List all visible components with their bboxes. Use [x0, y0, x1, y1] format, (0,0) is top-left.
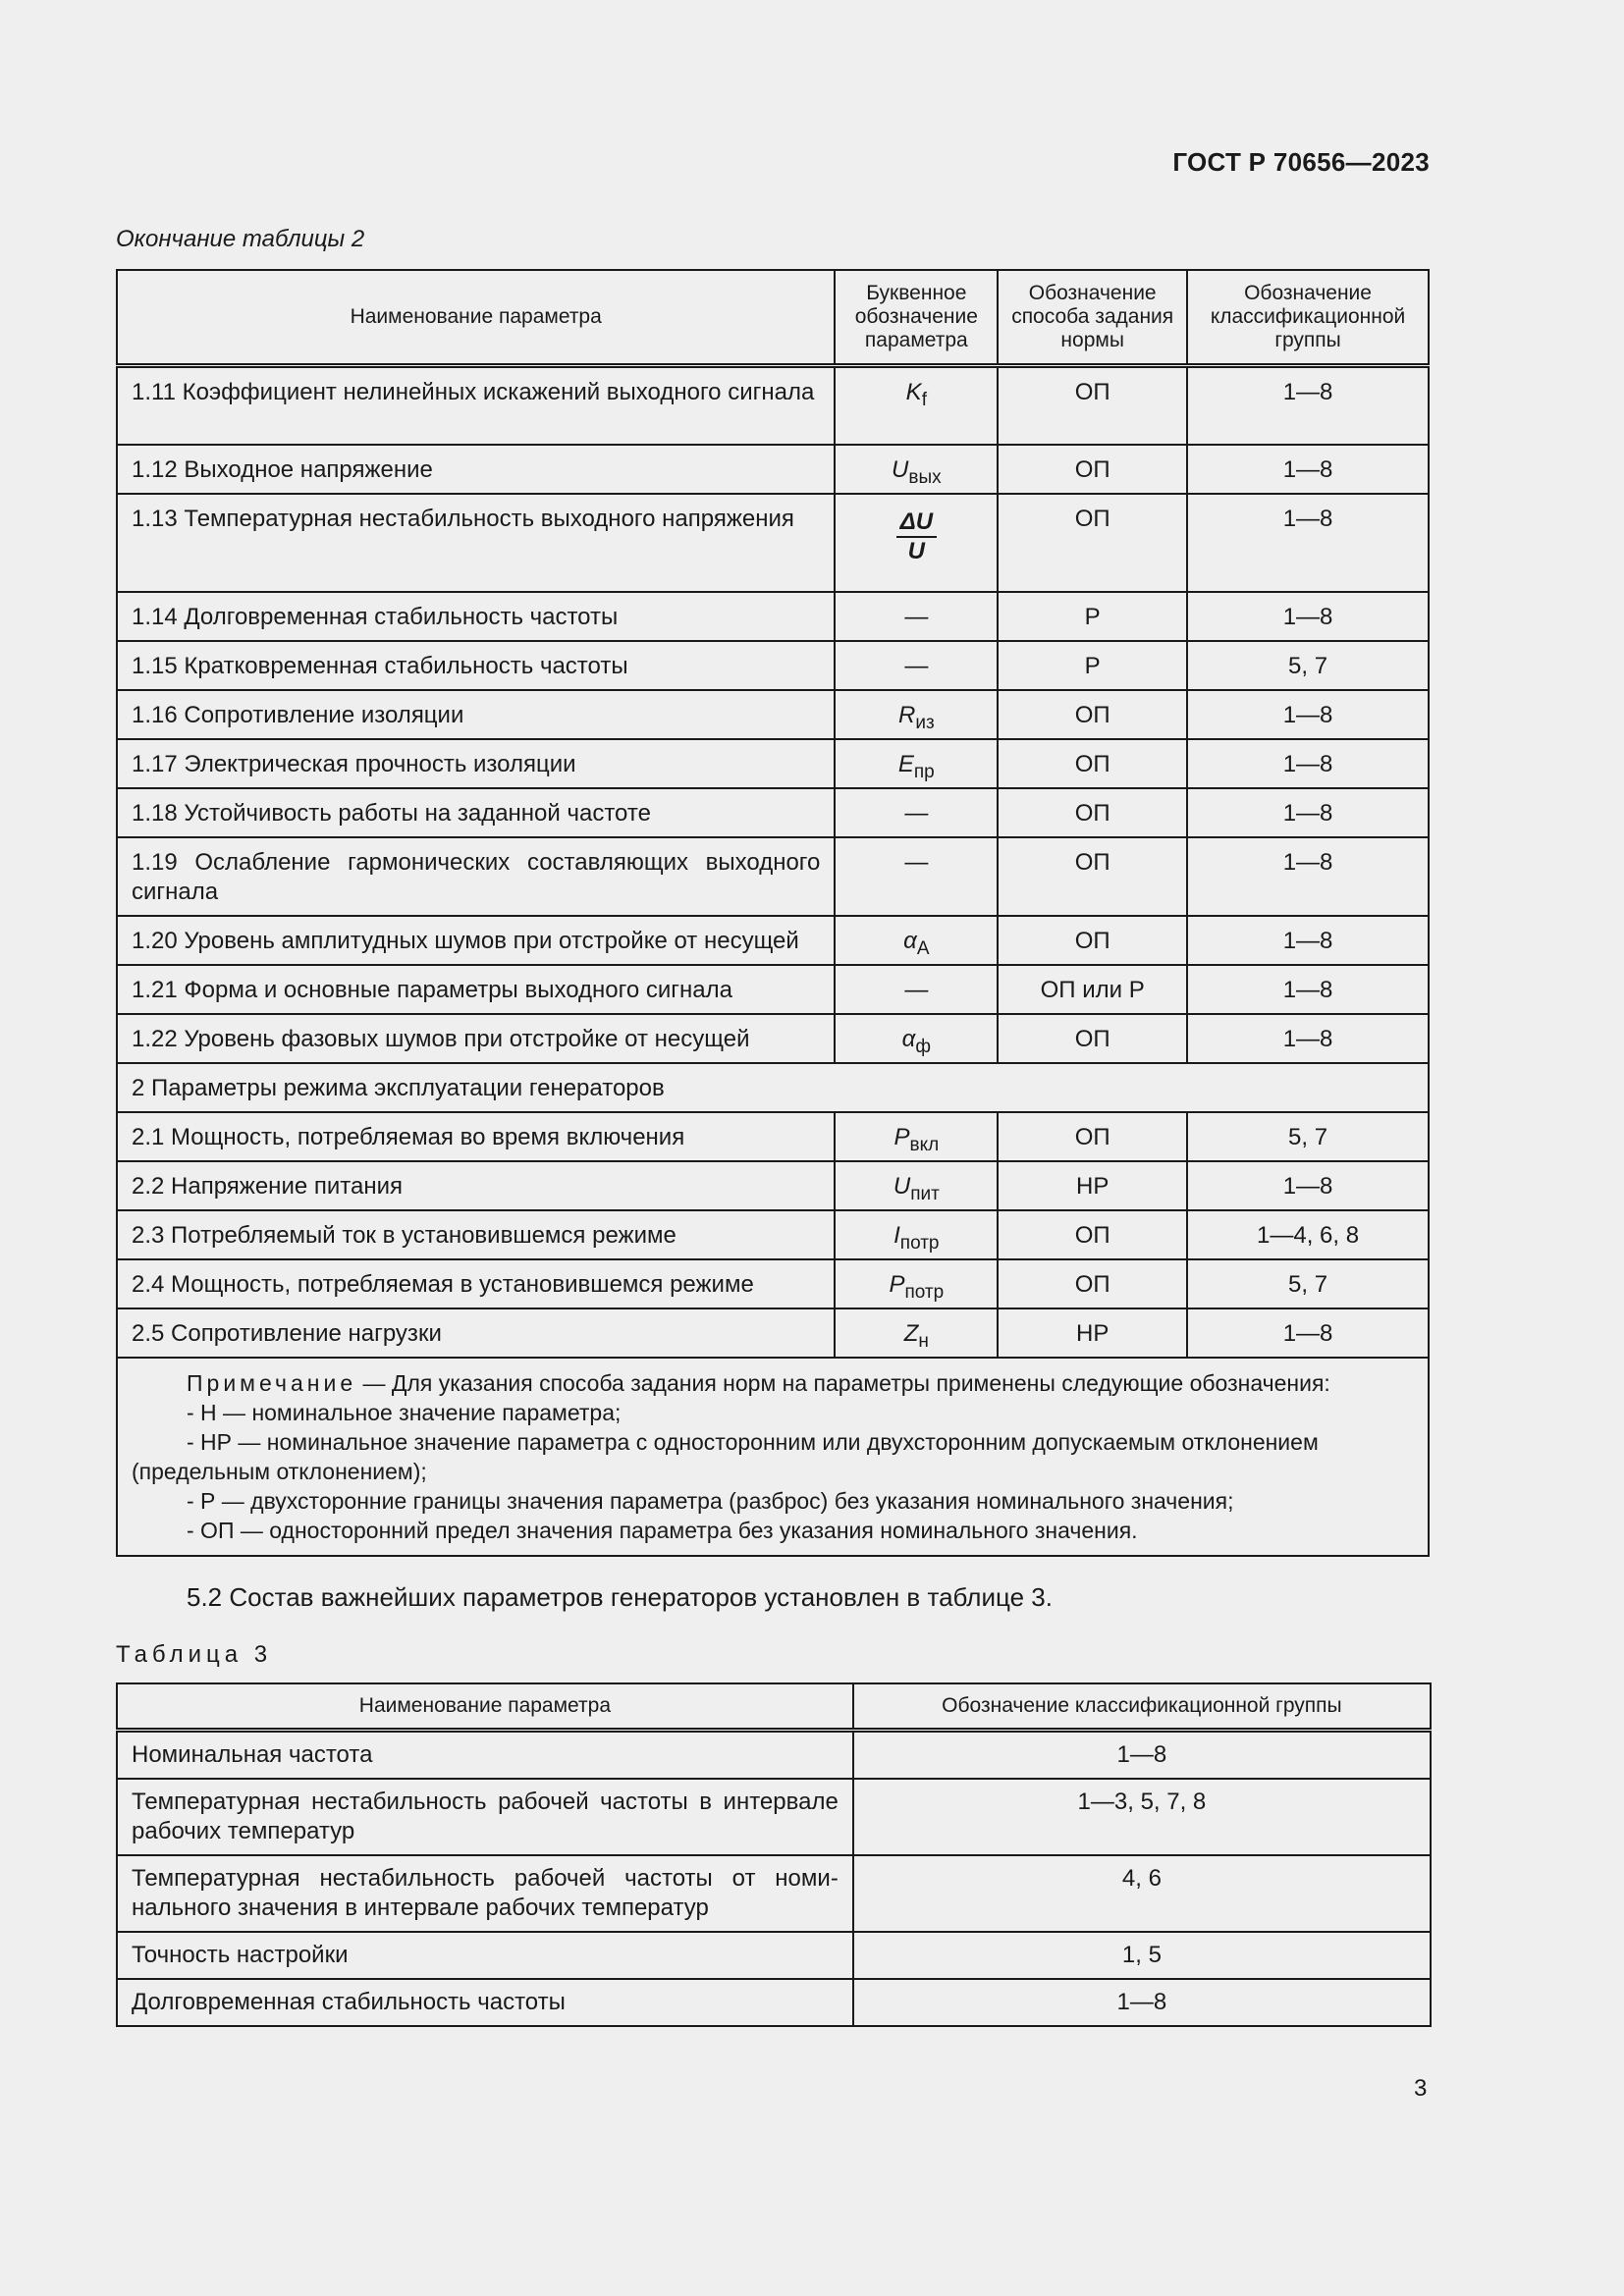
table-header-row — [117, 1683, 1431, 1731]
table-row — [117, 1779, 1431, 1855]
param-group: 1—8 — [1187, 1014, 1429, 1063]
table-row — [117, 1932, 1431, 1979]
param-symbol: $R_{из}$ — [835, 690, 998, 739]
param-name: 1.18 Устойчивость работы на заданной частоте — [117, 788, 835, 837]
param-method: ОП — [998, 739, 1187, 788]
param-group: 1—8 — [853, 1979, 1431, 2026]
table-row — [117, 1259, 1429, 1308]
param-group: 4, 6 — [853, 1855, 1431, 1932]
column-header-method: Обозначение способа задания нормы — [998, 270, 1187, 366]
param-group: 5, 7 — [1187, 1112, 1429, 1161]
param-name: 2.3 Потребляемый ток в установившемся режиме — [117, 1210, 835, 1259]
table-header-row — [117, 270, 1429, 366]
param-group: 1—8 — [1187, 494, 1429, 592]
param-name: Температурная нестабильность рабочей частоты от номинального значения в интервале рабочих температур — [117, 1855, 853, 1932]
param-group: 1—8 — [1187, 592, 1429, 641]
param-group: 1—8 — [1187, 837, 1429, 916]
table3-caption: Таблица 3 — [116, 1641, 273, 1668]
param-method: ОП — [998, 1259, 1187, 1308]
param-method: НР — [998, 1161, 1187, 1210]
table-row — [117, 1210, 1429, 1259]
param-group: 1, 5 — [853, 1932, 1431, 1979]
column-header-name: Наименование параметра — [117, 270, 835, 366]
param-group: 1—4, 6, 8 — [1187, 1210, 1429, 1259]
table-row — [117, 1308, 1429, 1358]
param-method: Р — [998, 641, 1187, 690]
param-symbol: $\alpha_ф$ — [835, 1014, 998, 1063]
param-method: ОП — [998, 916, 1187, 965]
param-symbol: — — [835, 837, 998, 916]
param-method: НР — [998, 1308, 1187, 1358]
param-group: 1—8 — [1187, 1308, 1429, 1358]
table-row — [117, 739, 1429, 788]
note-item-continued: (предельным отклонением); — [132, 1458, 427, 1484]
param-name: 1.19 Ослабление гармонических составляющих выходного сигнала — [117, 837, 835, 916]
table-row — [117, 916, 1429, 965]
param-symbol: $K_f$ — [835, 366, 998, 445]
table-row — [117, 1014, 1429, 1063]
table-row — [117, 1731, 1431, 1780]
paragraph-5-2: 5.2 Состав важнейших параметров генераторов установлен в таблице 3. — [187, 1582, 1053, 1612]
param-group: 1—8 — [1187, 445, 1429, 494]
param-name: Номинальная частота — [117, 1731, 853, 1780]
param-name: Точность настройки — [117, 1932, 853, 1979]
section-title: 2 Параметры режима эксплуатации генераторов — [117, 1063, 1429, 1112]
param-name: 1.15 Кратковременная стабильность частоты — [117, 641, 835, 690]
param-name: 2.2 Напряжение питания — [117, 1161, 835, 1210]
table-row — [117, 1855, 1431, 1932]
table-row — [117, 1112, 1429, 1161]
note-item: - НР — номинальное значение параметра с односторонним или двухсторонним допускаемым отклонением — [187, 1428, 1319, 1455]
param-group: 1—8 — [1187, 916, 1429, 965]
param-symbol: $I_{потр}$ — [835, 1210, 998, 1259]
param-name: 1.14 Долговременная стабильность частоты — [117, 592, 835, 641]
page-number: 3 — [1414, 2075, 1428, 2102]
param-group: 1—8 — [1187, 1161, 1429, 1210]
note-label: Примечание — [187, 1369, 357, 1396]
param-method: ОП — [998, 1014, 1187, 1063]
param-group: 1—3, 5, 7, 8 — [853, 1779, 1431, 1855]
param-symbol: — — [835, 788, 998, 837]
param-method: ОП — [998, 837, 1187, 916]
param-group: 1—8 — [853, 1731, 1431, 1780]
table-row — [117, 641, 1429, 690]
param-name: 1.12 Выходное напряжение — [117, 445, 835, 494]
param-symbol: $U_{пит}$ — [835, 1161, 998, 1210]
param-symbol: $\alpha_А$ — [835, 916, 998, 965]
column-header-symbol: Буквенное обозначение параметра — [835, 270, 998, 366]
param-method: ОП — [998, 1210, 1187, 1259]
param-symbol: $E_{пр}$ — [835, 739, 998, 788]
param-name: 1.11 Коэффициент нелинейных искажений выходного сигнала — [117, 366, 835, 445]
param-group: 1—8 — [1187, 690, 1429, 739]
table-row — [117, 366, 1429, 445]
note-intro: — Для указания способа задания норм на параметры применены следующие обозначения: — [356, 1369, 1330, 1396]
column-header-name: Наименование параметра — [117, 1683, 853, 1731]
param-symbol: — — [835, 641, 998, 690]
table-row — [117, 788, 1429, 837]
param-method: Р — [998, 592, 1187, 641]
table-row — [117, 494, 1429, 592]
note-item: - Р — двухсторонние границы значения параметра (разброс) без указания номинального значения; — [187, 1487, 1234, 1514]
table-row — [117, 1979, 1431, 2026]
param-group: 1—8 — [1187, 366, 1429, 445]
param-symbol: — — [835, 592, 998, 641]
param-name: 1.21 Форма и основные параметры выходного сигнала — [117, 965, 835, 1014]
param-group: 1—8 — [1187, 965, 1429, 1014]
table-2 — [116, 269, 1430, 1557]
column-header-group: Обозначение классификационной группы — [1187, 270, 1429, 366]
table-row — [117, 837, 1429, 916]
param-name: Температурная нестабильность рабочей частоты в интервале рабочих температур — [117, 1779, 853, 1855]
table-row — [117, 592, 1429, 641]
param-method: ОП — [998, 1112, 1187, 1161]
param-method: ОП или Р — [998, 965, 1187, 1014]
param-method: ОП — [998, 445, 1187, 494]
param-group: 1—8 — [1187, 739, 1429, 788]
param-name: 1.17 Электрическая прочность изоляции — [117, 739, 835, 788]
note-item: - Н — номинальное значение параметра; — [187, 1399, 622, 1425]
param-group: 5, 7 — [1187, 1259, 1429, 1308]
param-name: 2.1 Мощность, потребляемая во время включения — [117, 1112, 835, 1161]
param-name: 1.13 Температурная нестабильность выходного напряжения — [117, 494, 835, 592]
param-group: 5, 7 — [1187, 641, 1429, 690]
param-method: ОП — [998, 366, 1187, 445]
param-name: Долговременная стабильность частоты — [117, 1979, 853, 2026]
param-group: 1—8 — [1187, 788, 1429, 837]
table-note — [117, 1358, 1429, 1556]
param-symbol: $Z_н$ — [835, 1308, 998, 1358]
param-name: 2.5 Сопротивление нагрузки — [117, 1308, 835, 1358]
param-name: 1.20 Уровень амплитудных шумов при отстройке от несущей — [117, 916, 835, 965]
section-row — [117, 1063, 1429, 1112]
column-header-group: Обозначение классификационной группы — [853, 1683, 1431, 1731]
param-symbol: $U_{вых}$ — [835, 445, 998, 494]
param-symbol: — — [835, 965, 998, 1014]
note-item: - ОП — односторонний предел значения параметра без указания номинального значения. — [187, 1517, 1138, 1543]
param-name: 2.4 Мощность, потребляемая в установившемся режиме — [117, 1259, 835, 1308]
param-method: ОП — [998, 788, 1187, 837]
param-symbol: $P_{вкл}$ — [835, 1112, 998, 1161]
table-row — [117, 1161, 1429, 1210]
table-row — [117, 690, 1429, 739]
table2-caption: Окончание таблицы 2 — [116, 226, 365, 252]
table-row — [117, 445, 1429, 494]
param-method: ОП — [998, 494, 1187, 592]
param-name: 1.22 Уровень фазовых шумов при отстройке от несущей — [117, 1014, 835, 1063]
param-name: 1.16 Сопротивление изоляции — [117, 690, 835, 739]
table-3 — [116, 1682, 1432, 2027]
param-method: ОП — [998, 690, 1187, 739]
param-symbol: $P_{потр}$ — [835, 1259, 998, 1308]
table-row — [117, 965, 1429, 1014]
document-header: ГОСТ Р 70656—2023 — [1172, 147, 1430, 177]
param-symbol-fraction: $\frac{\Delta U}{U}$ — [835, 494, 998, 592]
note-row — [117, 1358, 1429, 1556]
